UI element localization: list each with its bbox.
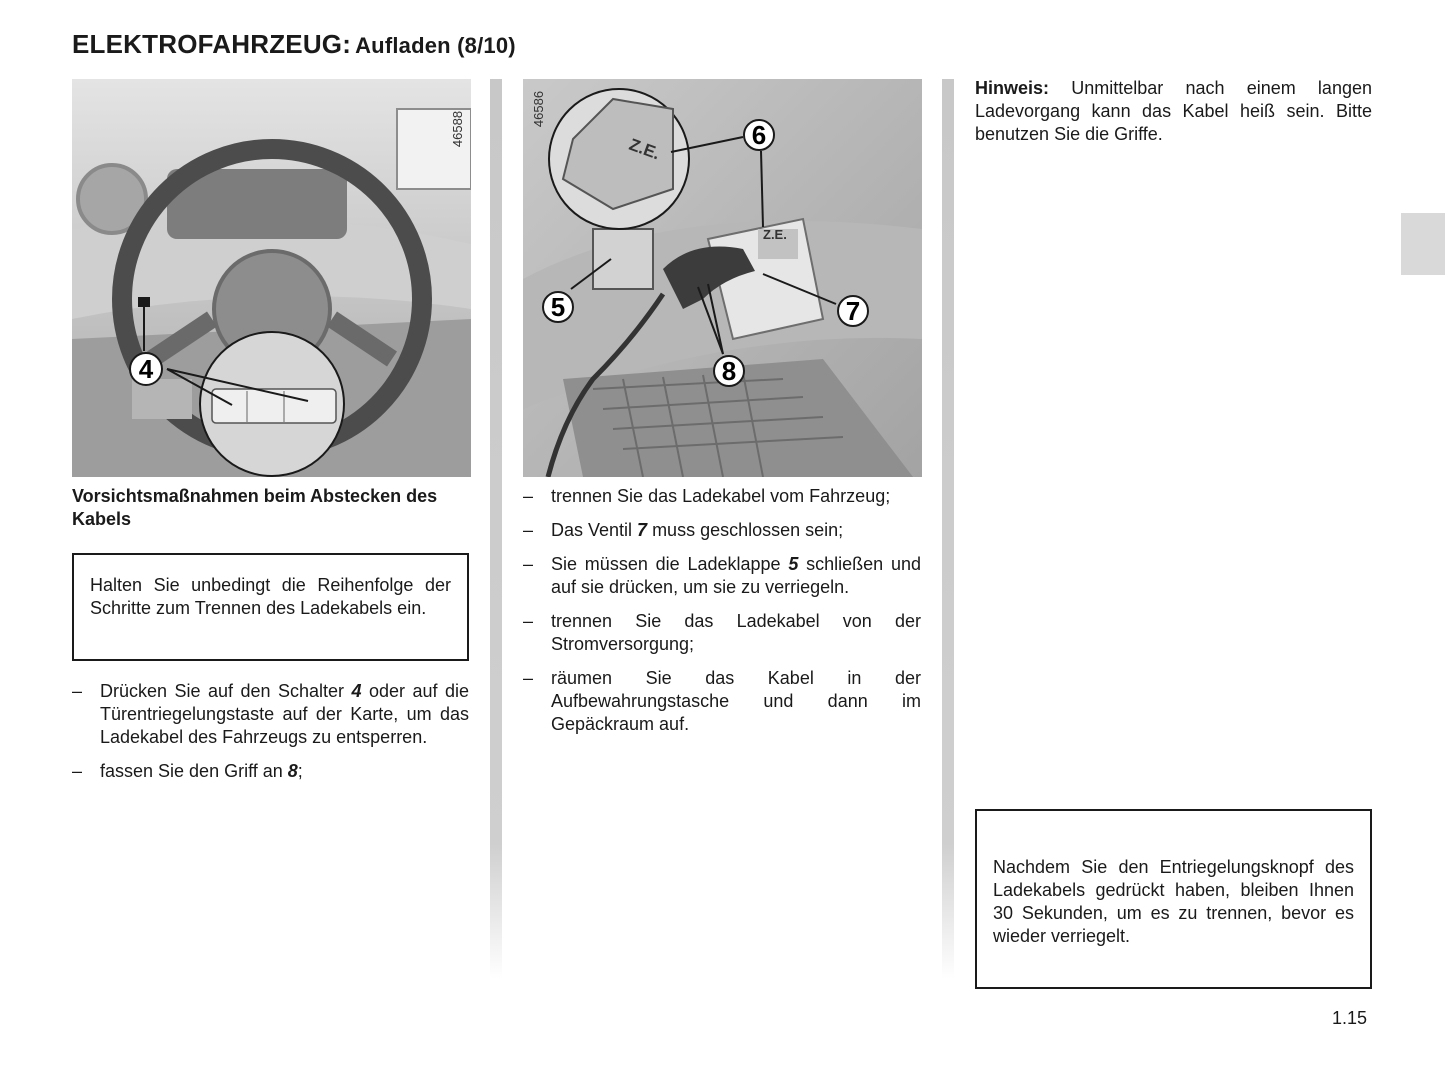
note-label: Hinweis: — [975, 78, 1050, 98]
callout-6: 6 — [751, 120, 767, 150]
mid-step-list — [523, 485, 921, 747]
title-sub: Aufladen (8/10) — [355, 33, 516, 58]
info-text: Nachdem Sie den Entriegelungsknopf des Ladekabels gedrückt haben, bleiben Ihnen 30 Sekunden, um es zu trennen, bevor es wieder verriegelt. — [993, 857, 1354, 946]
page-title — [72, 24, 516, 61]
list-item: – Sie müssen die Ladeklappe 5 schließen und auf sie drücken, um sie zu verriegeln. — [523, 553, 921, 599]
list-item: – Das Ventil 7 muss geschlossen sein; — [523, 519, 921, 542]
list-item: – fassen Sie den Griff an 8; — [72, 760, 469, 783]
callout-7: 7 — [845, 296, 861, 326]
list-item: – trennen Sie das Ladekabel von der Stromversorgung; — [523, 610, 921, 656]
info-box — [975, 809, 1372, 989]
column-divider-right — [942, 79, 954, 979]
chapter-tab — [1401, 213, 1445, 275]
left-step-list — [72, 680, 469, 794]
note-text: Unmittelbar nach einem langen Ladevorgang kann das Kabel heiß sein. Bitte benutzen Sie die Griffe. — [975, 78, 1372, 144]
column-divider-left — [490, 79, 502, 979]
figure-reference-number: 46588 — [450, 110, 465, 148]
warning-text: Halten Sie unbedingt die Reihenfolge der Schritte zum Trennen des Ladekabels ein. — [90, 575, 451, 618]
list-item: – trennen Sie das Ladekabel vom Fahrzeug; — [523, 485, 921, 508]
note-paragraph — [975, 77, 1372, 146]
charging-socket-illustration — [523, 79, 922, 477]
list-item: – räumen Sie das Kabel in der Aufbewahrungstasche und dann im Gepäckraum auf. — [523, 667, 921, 736]
callout-5: 5 — [550, 292, 566, 322]
list-item: – Drücken Sie auf den Schalter 4 oder auf die Türentriegelungstaste auf der Karte, um das Ladekabel des Fahrzeugs zu entsperren. — [72, 680, 469, 749]
page-number: 1.15 — [1332, 1008, 1368, 1028]
dashboard-illustration — [72, 79, 471, 477]
socket-ze-label: Z.E. — [763, 227, 787, 242]
callout-8: 8 — [721, 356, 737, 386]
figure-reference-number: 46586 — [531, 90, 546, 128]
section-caption: Vorsichtsmaßnahmen beim Abstecken des Kabels — [72, 486, 438, 529]
title-main: ELEKTROFAHRZEUG: — [72, 29, 352, 59]
callout-4: 4 — [138, 354, 154, 384]
warning-box — [72, 553, 469, 661]
zoom-ze-label: Z.E. — [626, 134, 663, 164]
